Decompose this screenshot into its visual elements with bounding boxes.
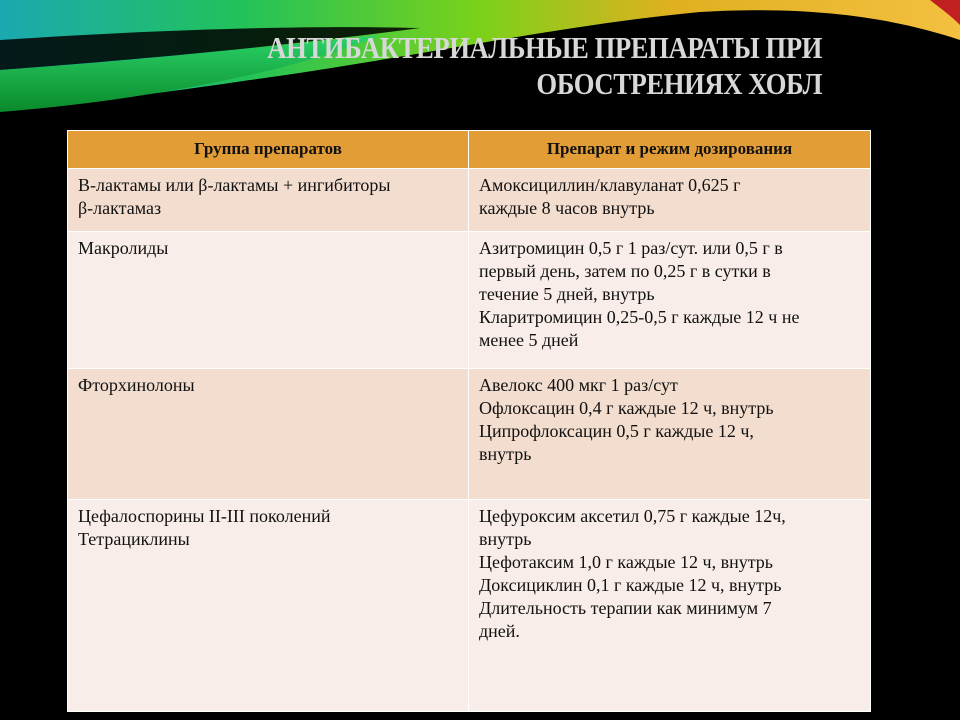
cell-line: внутрь [479, 444, 532, 464]
cell-line: каждые 8 часов внутрь [479, 198, 655, 218]
antibiotics-table [67, 130, 871, 712]
cell-line: первый день, затем по 0,25 г в сутки в [479, 261, 771, 281]
cell-line: Цефалоспорины II-III поколений [78, 506, 331, 526]
dosage-cell [469, 169, 871, 232]
cell-line: В-лактамы или β-лактамы + ингибиторы [78, 175, 391, 195]
group-cell [68, 369, 469, 500]
header-drug-dosage: Препарат и режим дозирования [469, 131, 871, 169]
cell-line: β-лактамаз [78, 198, 162, 218]
cell-line: Цефотаксим 1,0 г каждые 12 ч, внутрь [479, 552, 774, 572]
cell-line: Цефуроксим аксетил 0,75 г каждые 12ч, [479, 506, 786, 526]
dosage-cell [469, 369, 871, 500]
cell-line: Ципрофлоксацин 0,5 г каждые 12 ч, [479, 421, 754, 441]
cell-line: Офлоксацин 0,4 г каждые 12 ч, внутрь [479, 398, 774, 418]
group-cell [68, 232, 469, 369]
dosage-cell [469, 232, 871, 369]
cell-line: Азитромицин 0,5 г 1 раз/сут. или 0,5 г в [479, 238, 783, 258]
table-row [68, 369, 871, 500]
cell-line: течение 5 дней, внутрь [479, 284, 655, 304]
cell-line: внутрь [479, 529, 532, 549]
cell-line: Длительность терапии как минимум 7 [479, 598, 772, 618]
cell-line: дней. [479, 621, 520, 641]
cell-line: Макролиды [78, 238, 169, 258]
header-drug-group: Группа препаратов [68, 131, 469, 169]
table-row [68, 500, 871, 712]
cell-line: Амоксициллин/клавуланат 0,625 г [479, 175, 741, 195]
cell-line: Фторхинолоны [78, 375, 195, 395]
title-line-2: ОБОСТРЕНИЯХ ХОБЛ [536, 66, 822, 101]
title-line-1: АНТИБАКТЕРИАЛЬНЫЕ ПРЕПАРАТЫ ПРИ [267, 30, 823, 65]
group-cell [68, 169, 469, 232]
group-cell [68, 500, 469, 712]
cell-line: Авелокс 400 мкг 1 раз/сут [479, 375, 678, 395]
cell-line: Доксициклин 0,1 г каждые 12 ч, внутрь [479, 575, 782, 595]
table-row [68, 169, 871, 232]
cell-line: Тетрациклины [78, 529, 190, 549]
slide-title [168, 30, 822, 102]
table-row [68, 232, 871, 369]
dosage-cell [469, 500, 871, 712]
cell-line: Кларитромицин 0,25-0,5 г каждые 12 ч не [479, 307, 800, 327]
table-header-row [68, 131, 871, 169]
cell-line: менее 5 дней [479, 330, 579, 350]
